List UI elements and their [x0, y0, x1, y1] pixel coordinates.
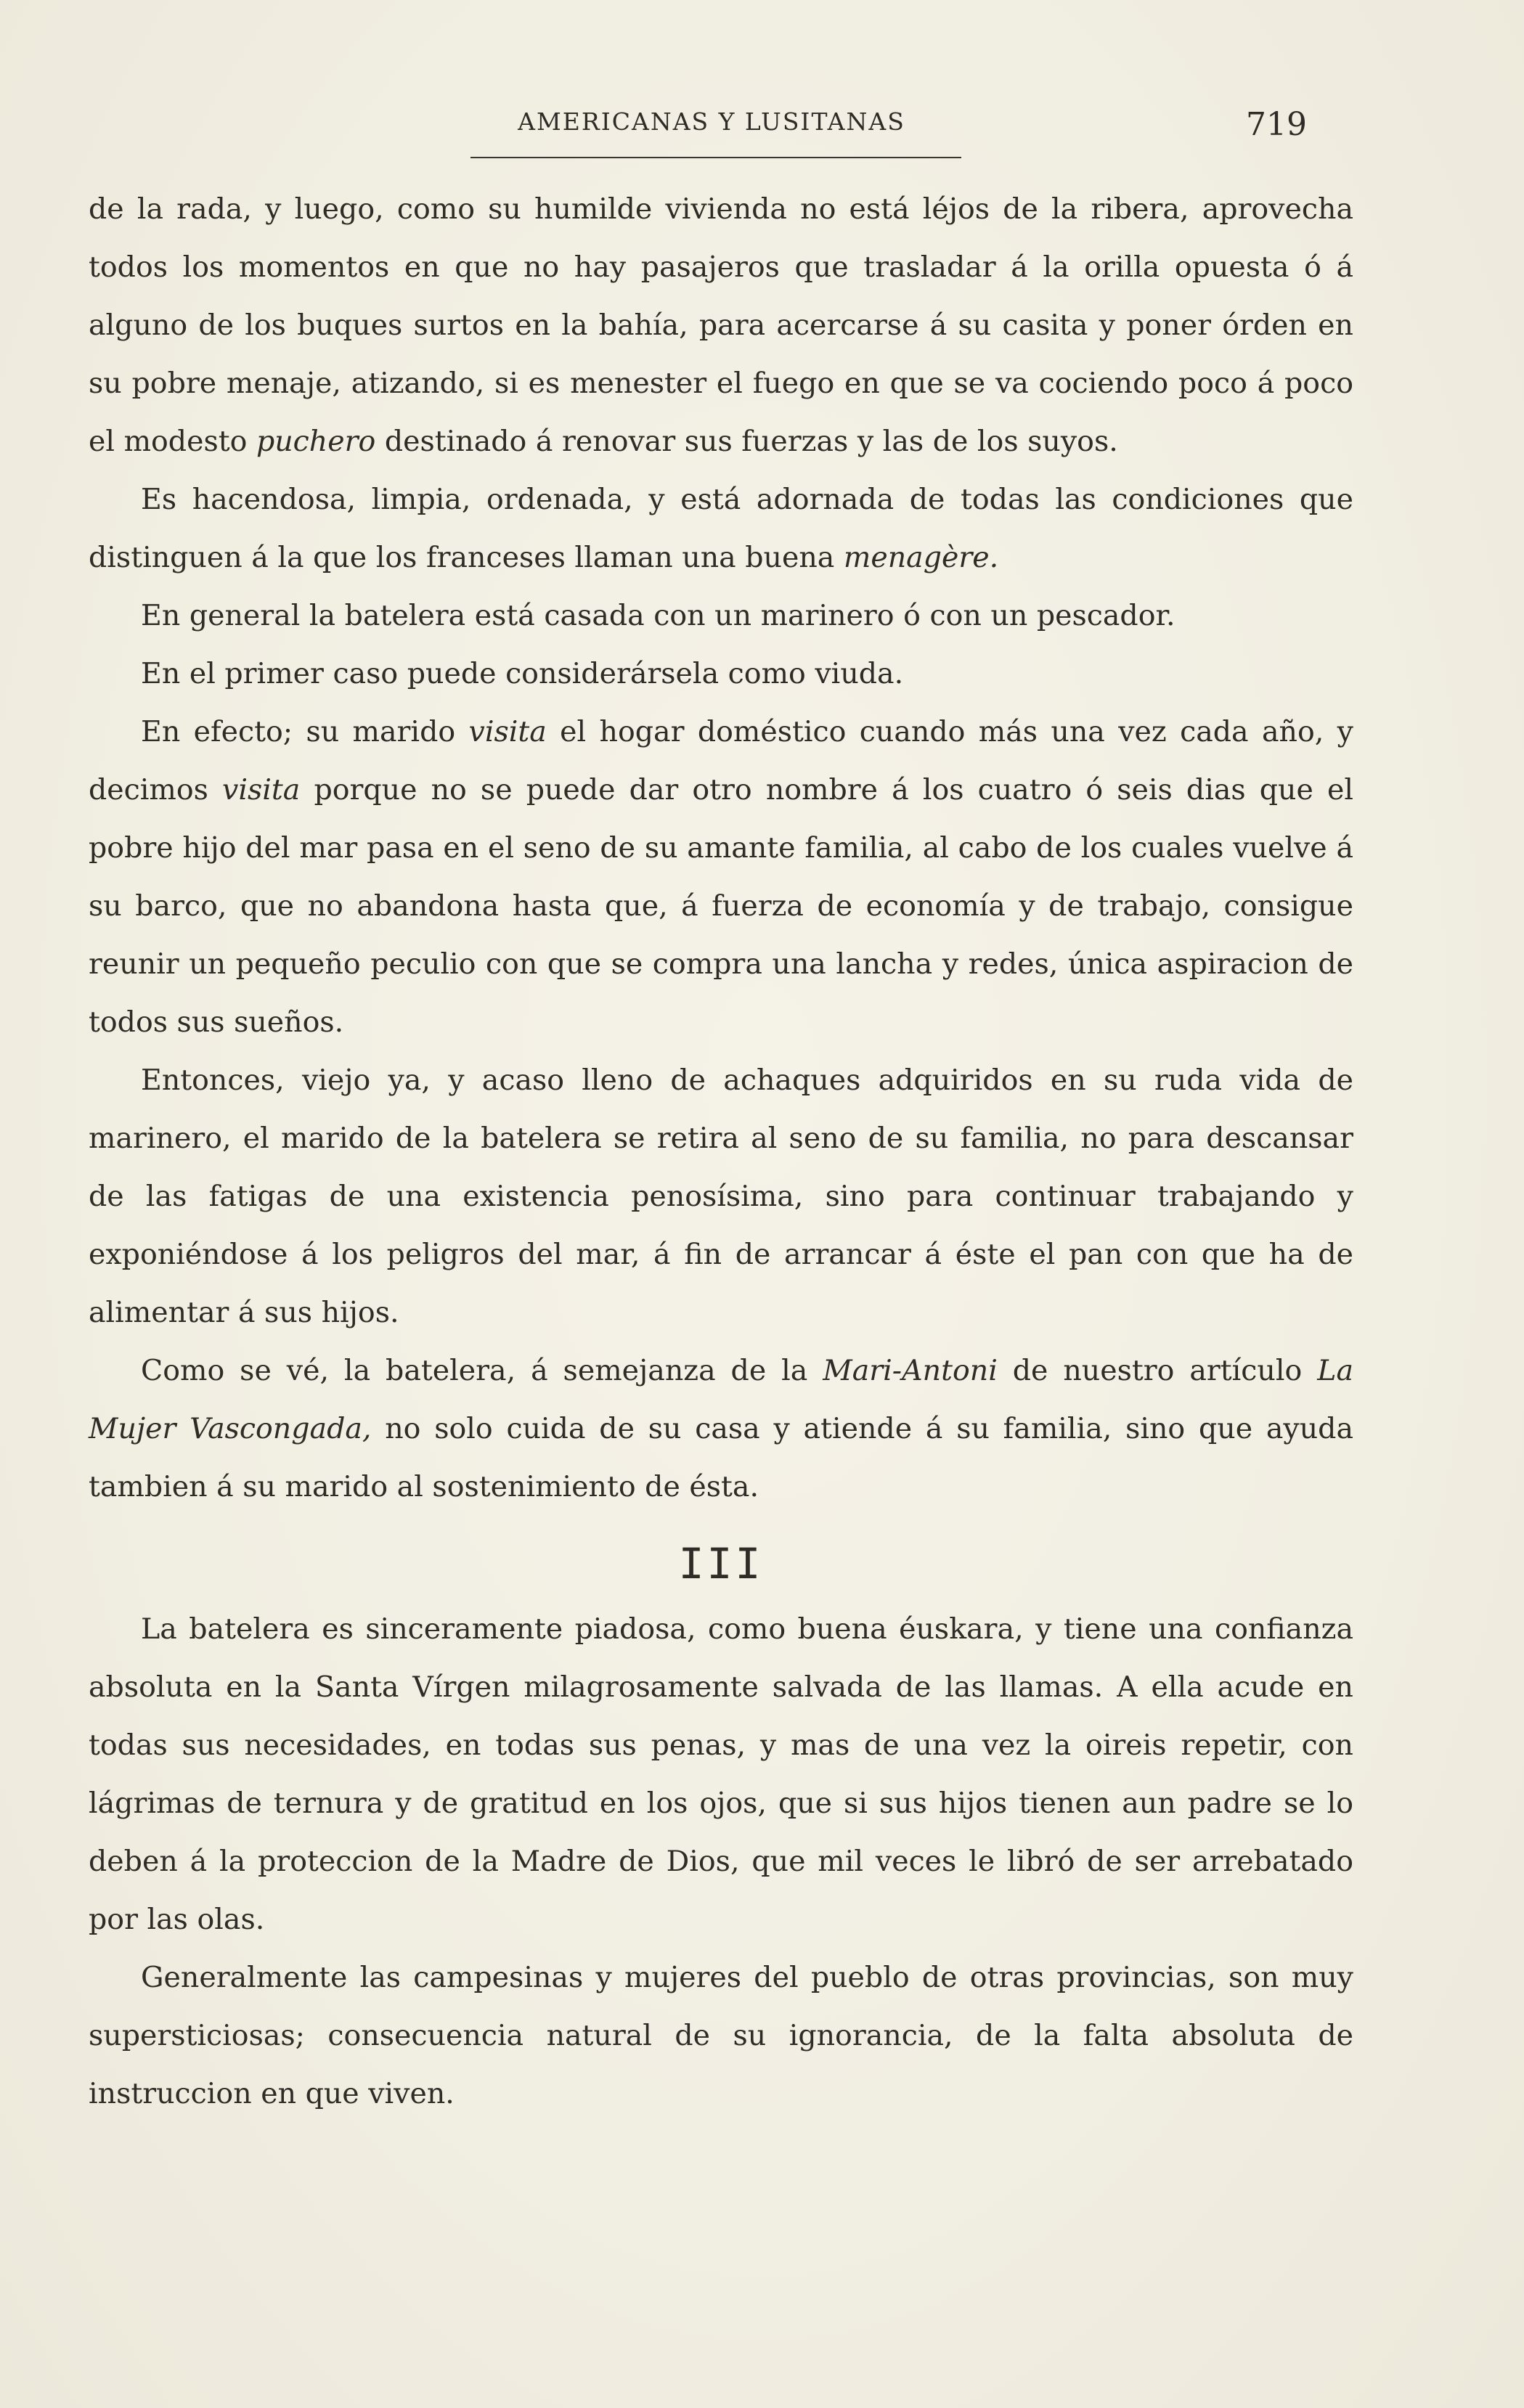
- text-run: destinado á renovar sus fuerzas y las de los suyos.: [375, 425, 1118, 458]
- italic-text: Mari-Antoni: [823, 1354, 998, 1387]
- paragraph: [89, 703, 1353, 1051]
- text-run: La batelera es sinceramente piadosa, como buena éuskara, y tiene una confianza absoluta en la Santa Vírgen milagrosamente salvada de las llamas. A ella acude en todas sus necesidades, en todas sus penas, y mas de una vez la oireis repetir, con lágrimas de ternura y de gratitud en los ojos, que si sus hijos tienen aun padre se lo deben á la proteccion de la Madre de Dios, que mil veces le libró de ser arrebatado por las olas.: [89, 1612, 1353, 1936]
- paragraph: [89, 470, 1353, 587]
- paragraph: [89, 1342, 1353, 1516]
- section-heading: III: [678, 1539, 764, 1588]
- header-rule: [470, 157, 961, 158]
- text-run: porque no se puede dar otro nombre á los cuatro ó seis dias que el pobre hijo del mar pasa en el seno de su amante familia, al cabo de los cuales vuelve á su barco, que no abandona hasta que, á fuerza de economía y de trabajo, consigue reunir un pequeño peculio con que se compra una lancha y redes, única aspiracion de todos sus sueños.: [89, 773, 1353, 1039]
- text-run: En efecto; su marido: [141, 715, 469, 748]
- text-run: de la rada, y luego, como su humilde vivienda no está léjos de la ribera, aprovecha todos los momentos en que no hay pasajeros que trasladar á la orilla opuesta ó á alguno de los buques surtos en la bahía, para acercarse á su casita y poner órden en su pobre menaje, atizando, si es menester el fuego en que se va cociendo poco á poco el modesto: [89, 192, 1353, 458]
- italic-text: puchero: [256, 425, 376, 458]
- text-run: Entonces, viejo ya, y acaso lleno de achaques adquiridos en su ruda vida de marinero, el marido de la batelera se retira al seno de su familia, no para descansar de las fatigas de una existencia penosísima, sino para continuar trabajando y exponiéndose á los peligros del mar, á fin de arrancar á éste el pan con que ha de alimentar á sus hijos.: [89, 1064, 1353, 1329]
- page-number: 719: [1246, 106, 1307, 143]
- text-run: En general la batelera está casada con un marinero ó con un pescador.: [141, 599, 1175, 632]
- paragraphs-before-section: [89, 180, 1353, 1516]
- text-run: no solo cuida de su casa y atiende á su familia, sino que ayuda tambien á su marido al sostenimiento de ésta.: [89, 1412, 1353, 1503]
- italic-text: visita: [222, 773, 301, 807]
- paragraph: [89, 1051, 1353, 1342]
- paragraph: [89, 587, 1353, 645]
- paragraph: [89, 1600, 1353, 1948]
- paragraph: [89, 1948, 1353, 2123]
- text-run: Es hacendosa, limpia, ordenada, y está adornada de todas las condiciones que distinguen á la que los franceses llaman una buena: [89, 483, 1353, 574]
- italic-text: La Mujer Vascongada,: [89, 1354, 1353, 1445]
- text-run: Como se vé, la batelera, á semejanza de la: [141, 1354, 823, 1387]
- text-run: En el primer caso puede considerársela como viuda.: [141, 657, 904, 690]
- text-run: de nuestro artículo: [997, 1354, 1318, 1387]
- italic-text: visita: [468, 715, 547, 748]
- italic-text: menagère.: [843, 541, 999, 574]
- paragraph: [89, 180, 1353, 470]
- text-run: el hogar doméstico cuando más una vez cada año, y decimos: [89, 715, 1353, 807]
- body-text: [89, 180, 1353, 2123]
- paragraphs-after-section: [89, 1600, 1353, 2123]
- text-run: Generalmente las campesinas y mujeres del pueblo de otras provincias, son muy supersticiosas; consecuencia natural de su ignorancia, de la falta absoluta de instruccion en que viven.: [89, 1961, 1353, 2110]
- running-head: AMERICANAS Y LUSITANAS: [518, 107, 905, 136]
- paragraph: [89, 645, 1353, 703]
